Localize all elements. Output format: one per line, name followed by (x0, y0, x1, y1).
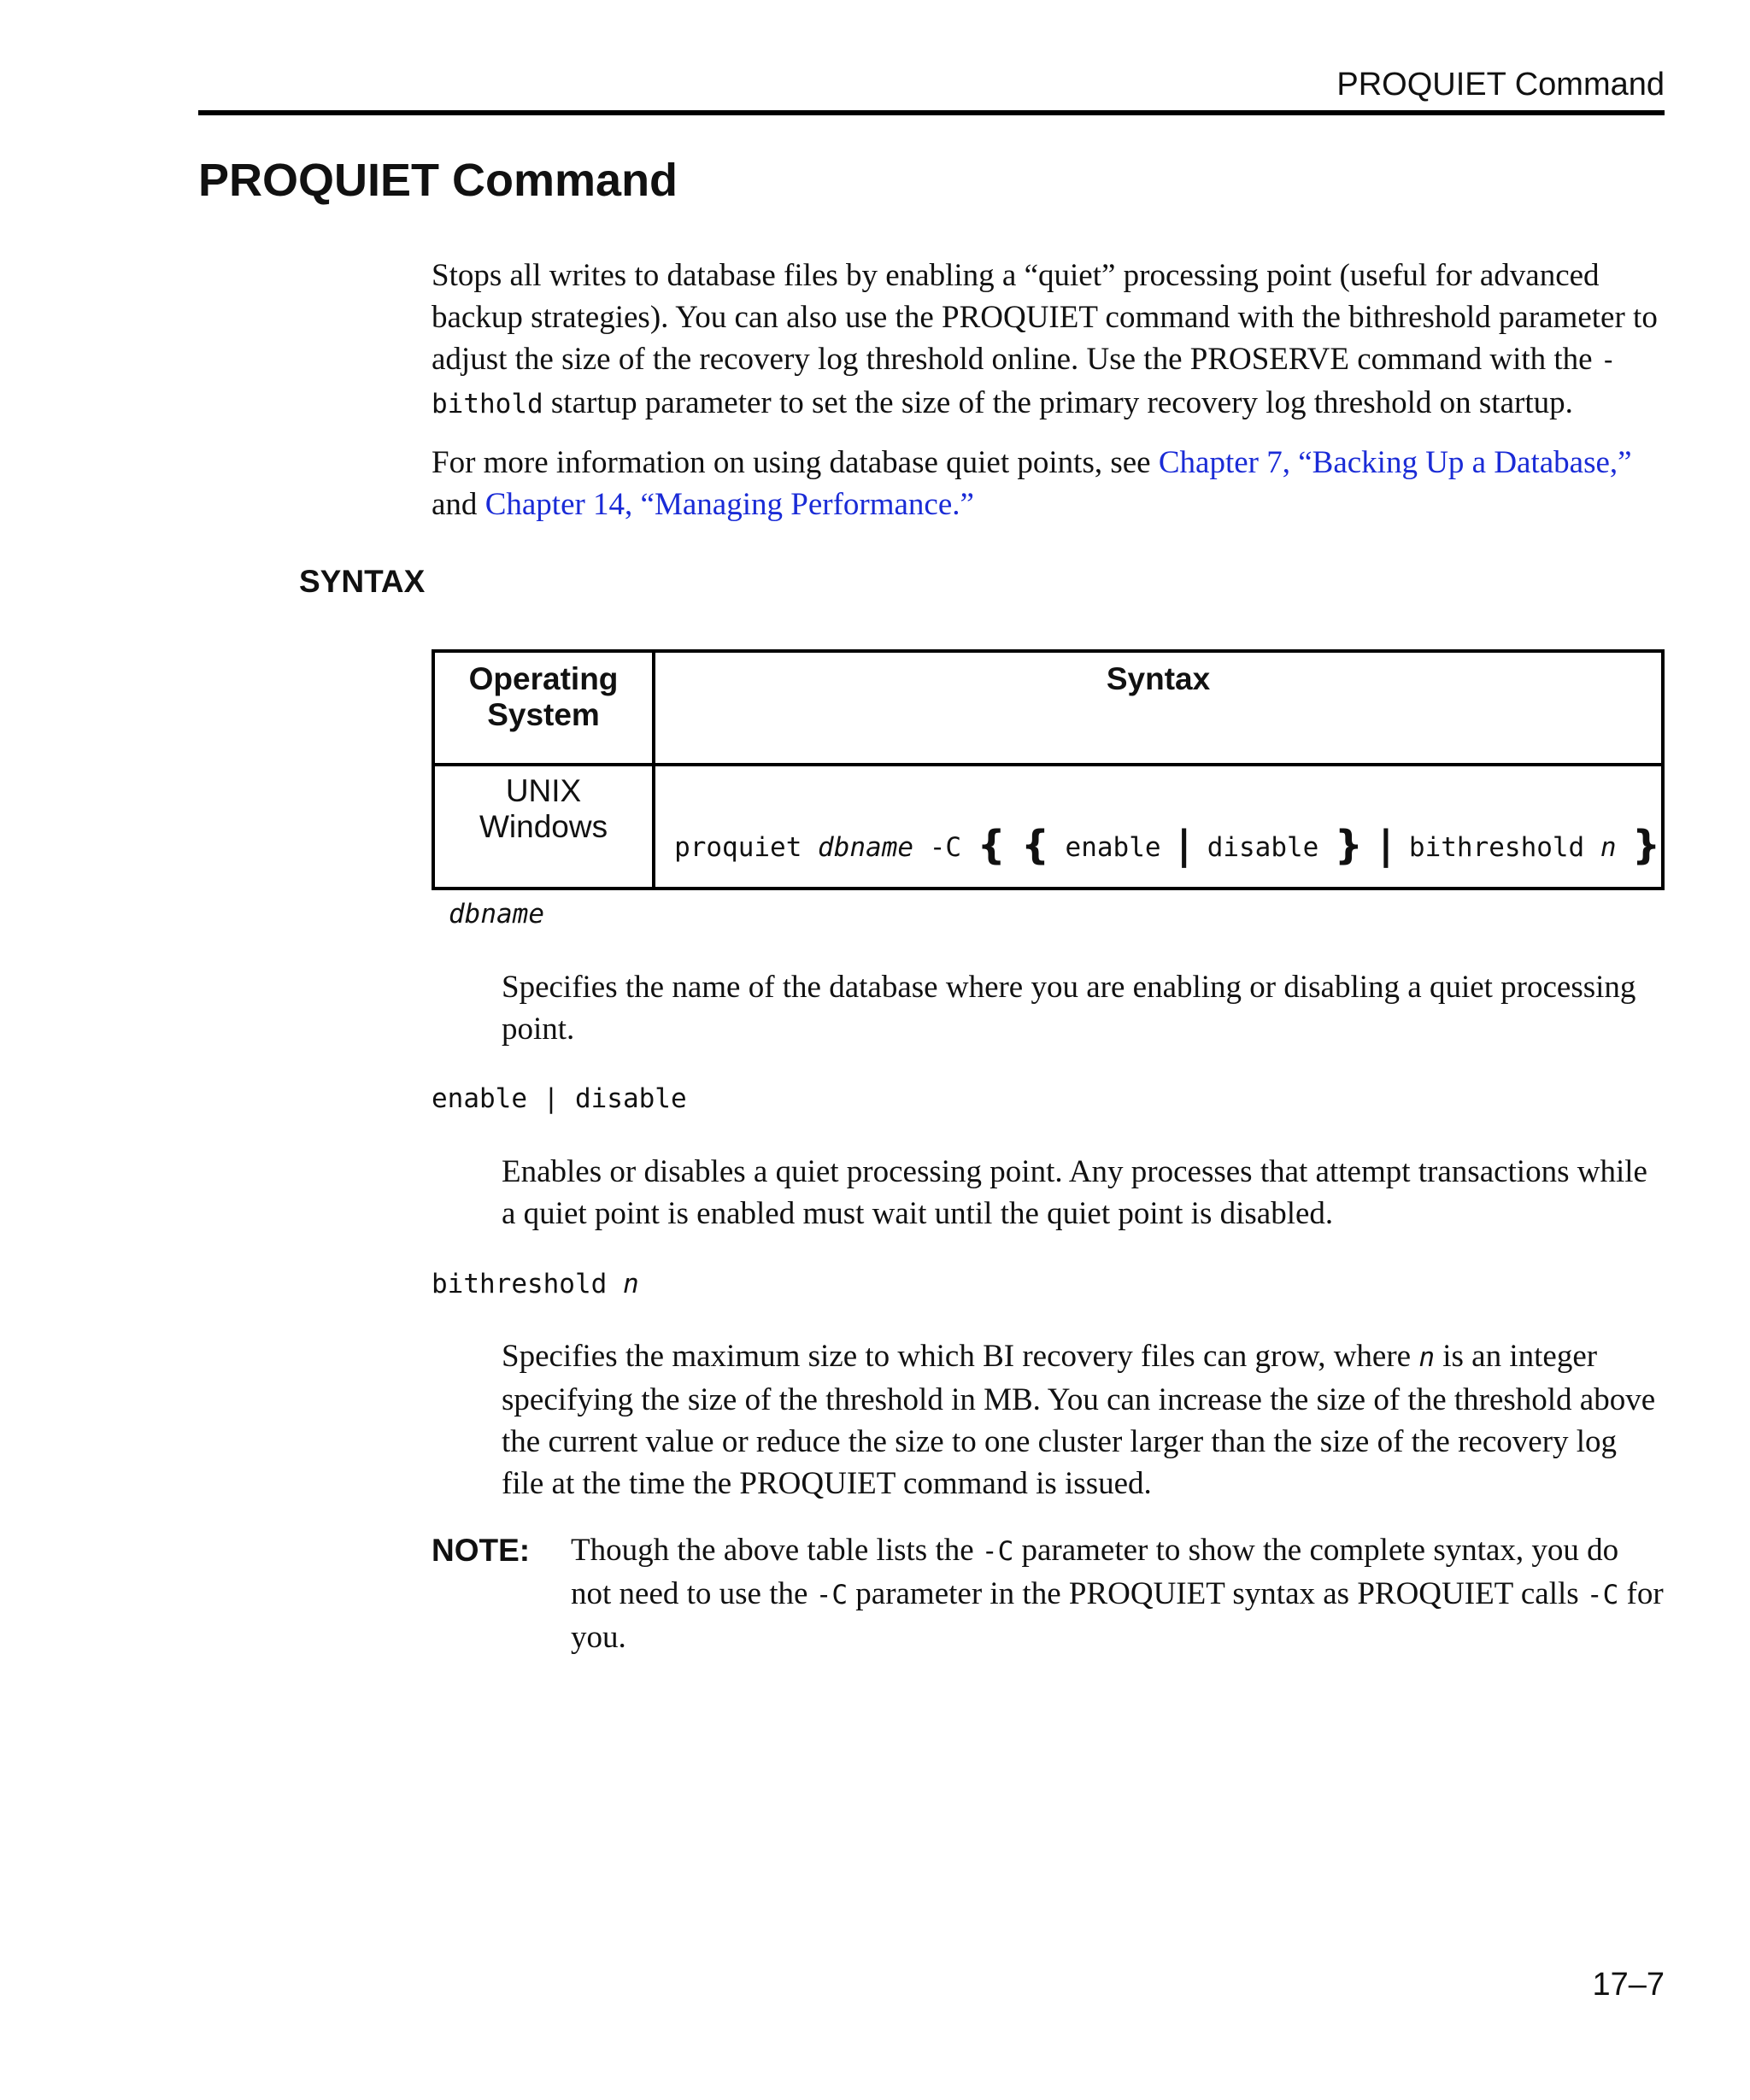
cmd-bithreshold: bithreshold (1408, 832, 1585, 863)
cmd-flag-c: -C (929, 832, 962, 863)
syntax-heading: SYNTAX (299, 564, 426, 599)
bithreshold-desc-text-continued: is an integer specifying the size of the threshold in MB. You can increase the size of the threshold above the current value or reduce the size to one cluster larger than the size of the recovery log file at the time the PROQUIET command is issued. (502, 1339, 1656, 1501)
note-text-a: Though the above table lists the (571, 1533, 982, 1568)
reference-text: For more information on using database quiet points, see (432, 445, 1159, 480)
header-syntax: Syntax (654, 651, 1663, 765)
syntax-table-header-row (433, 651, 1663, 765)
header-operating-system: Operating System (433, 651, 654, 765)
syntax-table-row (433, 765, 1663, 889)
reference-and: and (432, 487, 485, 522)
note-code-c: -C (815, 1580, 849, 1610)
bithreshold-desc-text: Specifies the maximum size to which BI recovery files can grow, where (502, 1339, 1419, 1374)
param-bithreshold-term (432, 1269, 639, 1299)
running-head: PROQUIET Command (1336, 67, 1665, 103)
brace-close-outer: } (1632, 822, 1660, 868)
note-code-c: -C (981, 1536, 1014, 1567)
cmd-enable: enable (1065, 832, 1161, 863)
intro-text: Stops all writes to database files by enabling a “quiet” processing point (useful for advanced backup strategies). You can also use the PROQUIET command with the bithreshold parameter to adjust the size of the recovery log threshold online. Use the PROSERVE command with the (432, 258, 1658, 377)
syntax-table (432, 649, 1665, 890)
note-text-c: parameter in the PROQUIET syntax as PROQUIET calls (848, 1576, 1587, 1611)
cmd-disable: disable (1207, 832, 1319, 863)
pipe-separator: | (1378, 822, 1394, 868)
note-code-c: -C (1586, 1580, 1619, 1610)
page-title: PROQUIET Command (198, 155, 678, 206)
note-label: NOTE: (432, 1533, 531, 1568)
os-cell (433, 765, 654, 889)
brace-close-inner: } (1335, 822, 1363, 868)
brace-open-inner: { (1021, 822, 1049, 868)
param-bithreshold-desc (502, 1335, 1665, 1505)
os-windows: Windows (479, 809, 608, 844)
syntax-cell (654, 765, 1663, 889)
page-number: 17–7 (1592, 1967, 1665, 2003)
reference-paragraph (432, 442, 1665, 525)
param-dbname-term: dbname (449, 899, 544, 930)
chapter-14-link[interactable]: Chapter 14, “Managing Performance.” (484, 487, 974, 522)
param-dbname-desc: Specifies the name of the database where you are enabling or disabling a quiet processing point. (502, 970, 1636, 1047)
param-enable-term: enable | disable (432, 1083, 687, 1114)
param-enable-desc: Enables or disables a quiet processing point. Any processes that attempt transactions while a quiet point is enabled must wait until the quiet point is disabled. (502, 1154, 1647, 1231)
chapter-7-link[interactable]: Chapter 7, “Backing Up a Database,” (1158, 445, 1632, 480)
brace-open-outer: { (977, 822, 1006, 868)
bithreshold-desc-n: n (1418, 1342, 1435, 1373)
intro-paragraph (432, 255, 1665, 425)
bithold-code: -bithold (432, 345, 1617, 419)
bithreshold-n: n (622, 1269, 639, 1299)
cmd-proquiet: proquiet (674, 832, 802, 863)
cmd-dbname: dbname (818, 832, 914, 863)
bithreshold-keyword: bithreshold (432, 1269, 608, 1299)
pipe-separator: | (1177, 822, 1192, 868)
note-text-d: for you. (571, 1576, 1664, 1655)
note-text-b: parameter to show the complete syntax, you do not need to use the (571, 1533, 1619, 1611)
cmd-n: n (1600, 832, 1617, 863)
intro-text-continued: startup parameter to set the size of the primary recovery log threshold on startup. (543, 385, 1573, 420)
os-unix: UNIX (505, 773, 582, 808)
note-text (571, 1529, 1665, 1658)
header-rule (198, 110, 1665, 115)
